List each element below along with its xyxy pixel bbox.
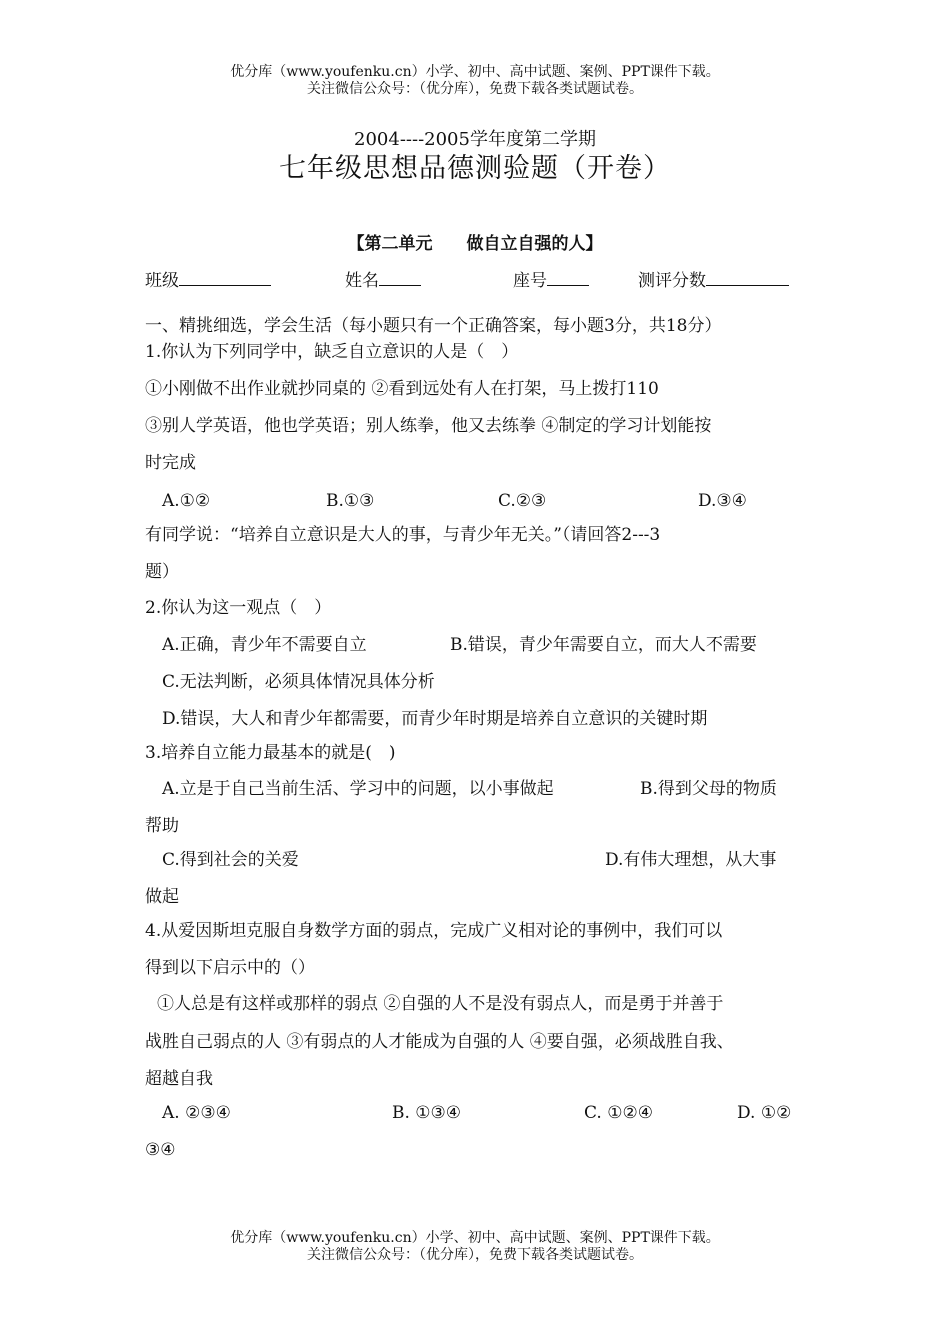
name-field[interactable]	[345, 270, 421, 292]
q3-option-a[interactable]: A.立是于自己当前生活、学习中的问题，以小事做起	[162, 779, 554, 799]
q4-option-b[interactable]: B. ①③④	[392, 1103, 462, 1123]
q4-option-a[interactable]: A. ②③④	[162, 1103, 231, 1123]
exam-term: 2004----2005学年度第二学期	[354, 129, 596, 150]
context-line-1: 有同学说：“培养自立意识是大人的事，与青少年无关。”（请回答2---3	[145, 525, 661, 545]
q4-statement-1: ①人总是有这样或那样的弱点 ②自强的人不是没有弱点人，而是勇于并善于	[157, 994, 724, 1014]
unit-title: 【第二单元 做自立自强的人】	[347, 234, 603, 254]
q2-option-b[interactable]: B.错误，青少年需要自立，而大人不需要	[450, 635, 757, 655]
exam-title: 七年级思想品德测验题（开卷）	[279, 153, 671, 184]
q2-option-a[interactable]: A.正确，青少年不需要自立	[162, 635, 367, 655]
q3-option-b[interactable]: B.得到父母的物质	[640, 779, 777, 799]
page-footer-line-1: 优分库（www.youfenku.cn）小学、初中、高中试题、案例、PPT课件下载。	[230, 1230, 720, 1246]
q2-stem: 2.你认为这一观点（ ）	[145, 598, 332, 618]
q1-statement-1: ①小刚做不出作业就抄同桌的 ②看到远处有人在打架，马上拨打110	[145, 379, 659, 399]
q2-option-c[interactable]: C.无法判断，必须具体情况具体分析	[162, 672, 435, 692]
q3-option-b-continued: 帮助	[145, 816, 179, 836]
q1-option-b[interactable]: B.①③	[326, 491, 375, 511]
section-1-heading: 一、精挑细选，学会生活（每小题只有一个正确答案，每小题3分，共18分）	[145, 316, 722, 336]
q1-option-d[interactable]: D.③④	[698, 491, 747, 511]
name-label: 姓名	[345, 271, 379, 291]
q3-option-d[interactable]: D.有伟大理想，从大事	[605, 850, 777, 870]
q1-option-c[interactable]: C.②③	[498, 491, 547, 511]
q4-statement-3: 超越自我	[145, 1069, 213, 1089]
name-blank[interactable]	[379, 271, 421, 286]
q4-option-d[interactable]: D. ①②	[737, 1103, 792, 1123]
page-footer-line-2: 关注微信公众号：（优分库），免费下载各类试题试卷。	[307, 1247, 643, 1263]
seat-blank[interactable]	[547, 271, 589, 286]
page-header-line-1: 优分库（www.youfenku.cn）小学、初中、高中试题、案例、PPT课件下载。	[230, 64, 720, 80]
score-field[interactable]	[638, 270, 789, 292]
q4-stem-line-2: 得到以下启示中的（）	[145, 958, 315, 978]
q4-option-c[interactable]: C. ①②④	[584, 1103, 653, 1123]
q2-option-d[interactable]: D.错误，大人和青少年都需要，而青少年时期是培养自立意识的关键时期	[162, 709, 708, 729]
score-label: 测评分数	[638, 271, 706, 291]
class-blank[interactable]	[179, 271, 271, 286]
q1-statement-2: ③别人学英语，他也学英语；别人练拳，他又去练拳 ④制定的学习计划能按	[145, 416, 712, 436]
q4-option-d-continued: ③④	[145, 1140, 176, 1160]
q3-option-c[interactable]: C.得到社会的关爱	[162, 850, 299, 870]
class-field[interactable]	[145, 270, 271, 292]
seat-label: 座号	[513, 271, 547, 291]
context-line-2: 题）	[145, 562, 179, 582]
page-header-line-2: 关注微信公众号：（优分库），免费下载各类试题试卷。	[307, 81, 643, 97]
q4-stem-line-1: 4.从爱因斯坦克服自身数学方面的弱点，完成广义相对论的事例中，我们可以	[145, 921, 723, 941]
q1-option-a[interactable]: A.①②	[162, 491, 211, 511]
seat-field[interactable]	[513, 270, 589, 292]
q1-stem: 1.你认为下列同学中，缺乏自立意识的人是（ ）	[145, 342, 519, 362]
q3-stem: 3.培养自立能力最基本的就是( )	[145, 743, 396, 763]
score-blank[interactable]	[706, 271, 789, 286]
class-label: 班级	[145, 271, 179, 291]
q3-option-d-continued: 做起	[145, 887, 179, 907]
q4-statement-2: 战胜自己弱点的人 ③有弱点的人才能成为自强的人 ④要自强，必须战胜自我、	[145, 1032, 734, 1052]
q1-statement-3: 时完成	[145, 453, 196, 473]
